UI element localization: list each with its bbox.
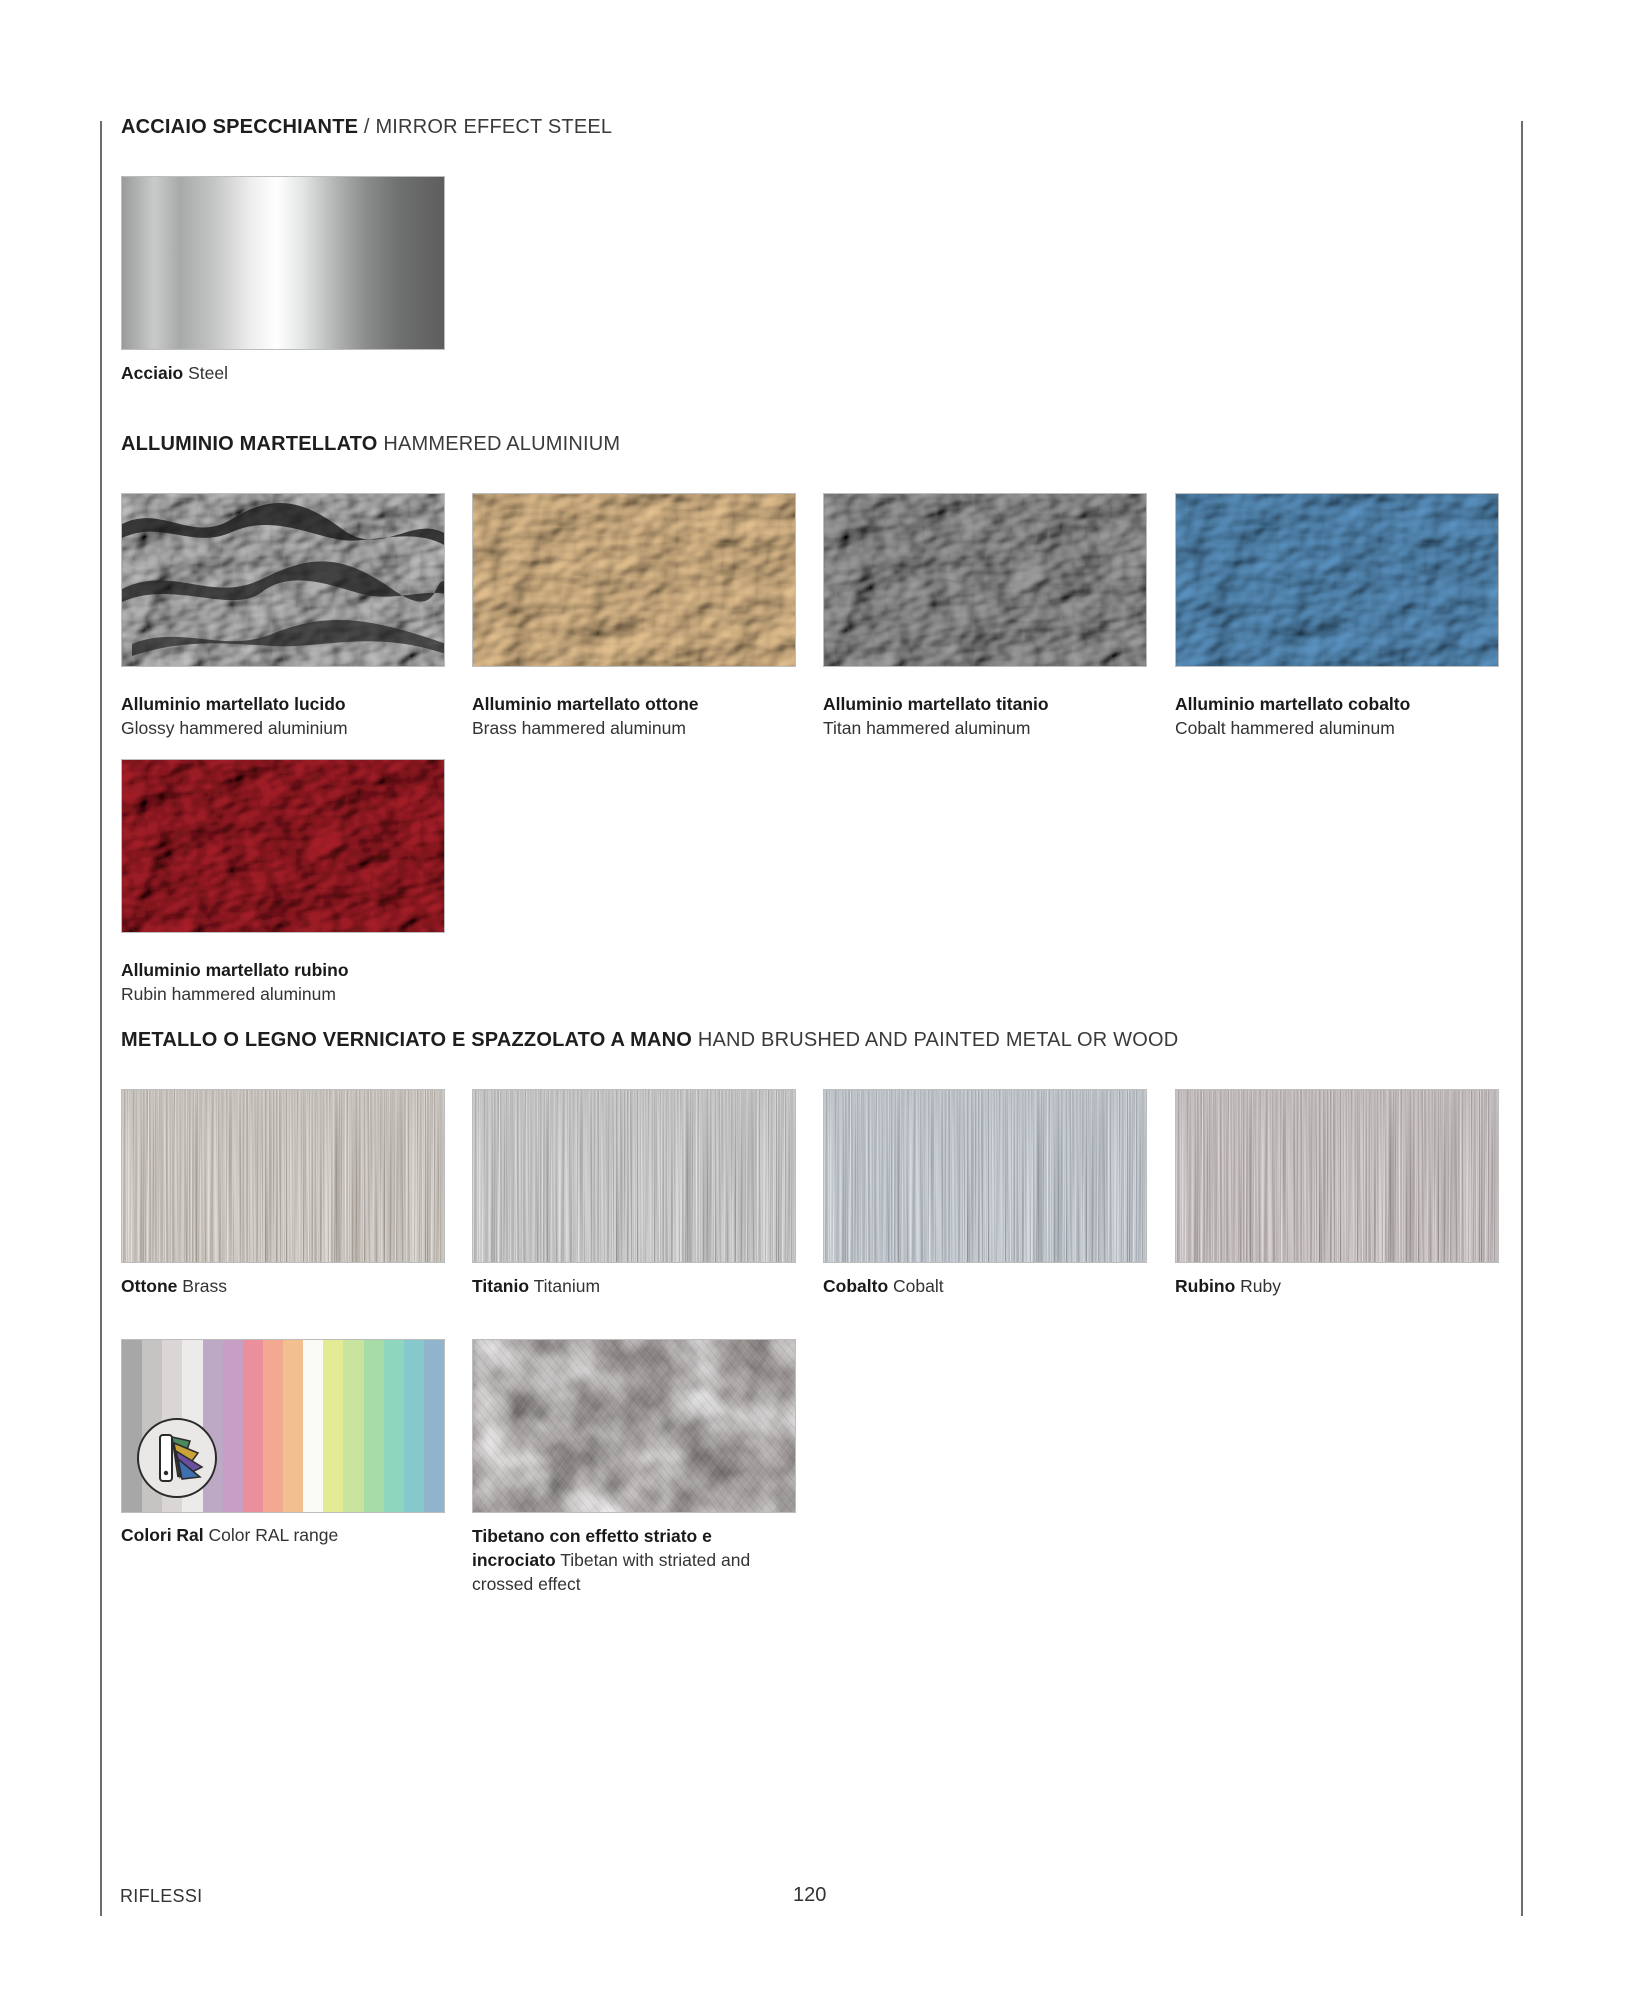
swatch-name-it: Acciaio <box>121 363 184 383</box>
caption-ruby-hammered <box>121 958 451 1006</box>
title-separator: / <box>358 116 376 138</box>
ral-stripe <box>384 1340 404 1512</box>
right-rule <box>1521 121 1523 1916</box>
ral-stripe <box>424 1340 444 1512</box>
left-rule <box>100 121 102 1916</box>
caption-brass-hammered <box>472 692 802 740</box>
swatch-name-en: Brass <box>182 1276 227 1296</box>
section-title-it: METALLO O LEGNO VERNICIATO E SPAZZOLATO A MANO <box>121 1029 693 1051</box>
swatch-name-it: Alluminio martellato cobalto <box>1175 694 1411 714</box>
section-title-en: MIRROR EFFECT STEEL <box>375 116 613 138</box>
swatch-titanium[interactable] <box>472 1089 796 1263</box>
section-title-en: HAMMERED ALUMINIUM <box>383 433 621 455</box>
section-title-brushed <box>121 1029 1178 1052</box>
ral-stripe <box>343 1340 363 1512</box>
swatch-brass-hammered[interactable] <box>472 493 796 667</box>
ruby-hammered-texture <box>122 760 445 933</box>
swatch-name-it: Alluminio martellato lucido <box>121 694 346 714</box>
titan-hammered-texture <box>824 494 1147 667</box>
swatch-name-en: Brass hammered aluminum <box>472 718 686 738</box>
swatch-ruby-hammered[interactable] <box>121 759 445 933</box>
swatch-glossy-hammered[interactable] <box>121 493 445 667</box>
caption-steel <box>121 361 451 385</box>
section-title-it: ACCIAIO SPECCHIANTE <box>121 116 359 138</box>
swatch-name-it: Rubino <box>1175 1276 1236 1296</box>
tibetan-texture <box>473 1340 796 1513</box>
swatch-name-en: Cobalt hammered aluminum <box>1175 718 1395 738</box>
swatch-name-en: Titanium <box>533 1276 601 1296</box>
glossy-texture <box>122 494 445 667</box>
swatch-name-en: Tibetan with striated and crossed effect <box>472 1550 751 1594</box>
swatch-name-it: Colori Ral <box>121 1525 204 1545</box>
page-number: 120 <box>793 1884 827 1906</box>
ral-stripe <box>364 1340 384 1512</box>
swatch-name-it: Ottone <box>121 1276 178 1296</box>
swatch-name-en: Steel <box>188 363 229 383</box>
swatch-name-en: Ruby <box>1240 1276 1281 1296</box>
caption-tibetan <box>472 1524 792 1596</box>
caption-titanium <box>472 1274 802 1298</box>
ral-stripe <box>243 1340 263 1512</box>
titanium-texture <box>473 1090 796 1263</box>
swatch-name-en: Rubin hammered aluminum <box>121 984 336 1004</box>
ral-stripe <box>223 1340 243 1512</box>
ral-stripe <box>263 1340 283 1512</box>
swatch-name-it: Titanio <box>472 1276 530 1296</box>
color-fan-icon <box>134 1415 220 1501</box>
swatch-name-en: Color RAL range <box>208 1525 339 1545</box>
caption-ruby <box>1175 1274 1505 1298</box>
swatch-name-it: Cobalto <box>823 1276 889 1296</box>
caption-ral <box>121 1523 451 1547</box>
brass-hammered-texture <box>473 494 796 667</box>
caption-glossy-hammered <box>121 692 451 740</box>
ral-stripe <box>303 1340 323 1512</box>
ruby-texture <box>1176 1090 1499 1263</box>
caption-cobalt <box>823 1274 1153 1298</box>
ral-stripe <box>323 1340 343 1512</box>
swatch-ruby[interactable] <box>1175 1089 1499 1263</box>
section-title-mirror <box>121 116 612 139</box>
swatch-name-it: Alluminio martellato titanio <box>823 694 1049 714</box>
swatch-name-en: Glossy hammered aluminium <box>121 718 348 738</box>
brass-texture <box>122 1090 445 1263</box>
caption-brass <box>121 1274 451 1298</box>
swatch-ral[interactable] <box>121 1339 445 1513</box>
cobalt-hammered-texture <box>1176 494 1499 667</box>
swatch-name-en: Titan hammered aluminum <box>823 718 1031 738</box>
footer-brand: RIFLESSI <box>120 1886 203 1906</box>
swatch-name-en: Cobalt <box>893 1276 944 1296</box>
swatch-name-it: Tibetano con effetto striato e incrociato <box>472 1526 712 1570</box>
swatch-steel[interactable] <box>121 176 445 350</box>
swatch-tibetan[interactable] <box>472 1339 796 1513</box>
caption-titan-hammered <box>823 692 1153 740</box>
swatch-name-it: Alluminio martellato rubino <box>121 960 349 980</box>
swatch-name-it: Alluminio martellato ottone <box>472 694 699 714</box>
section-title-hammered <box>121 433 620 456</box>
cobalt-texture <box>824 1090 1147 1263</box>
section-title-en: HAND BRUSHED AND PAINTED METAL OR WOOD <box>697 1029 1179 1051</box>
ral-stripe <box>404 1340 424 1512</box>
swatch-cobalt-hammered[interactable] <box>1175 493 1499 667</box>
swatch-cobalt[interactable] <box>823 1089 1147 1263</box>
section-title-it: ALLUMINIO MARTELLATO <box>121 433 378 455</box>
caption-cobalt-hammered <box>1175 692 1505 740</box>
swatch-titan-hammered[interactable] <box>823 493 1147 667</box>
ral-stripe <box>283 1340 303 1512</box>
swatch-brass[interactable] <box>121 1089 445 1263</box>
